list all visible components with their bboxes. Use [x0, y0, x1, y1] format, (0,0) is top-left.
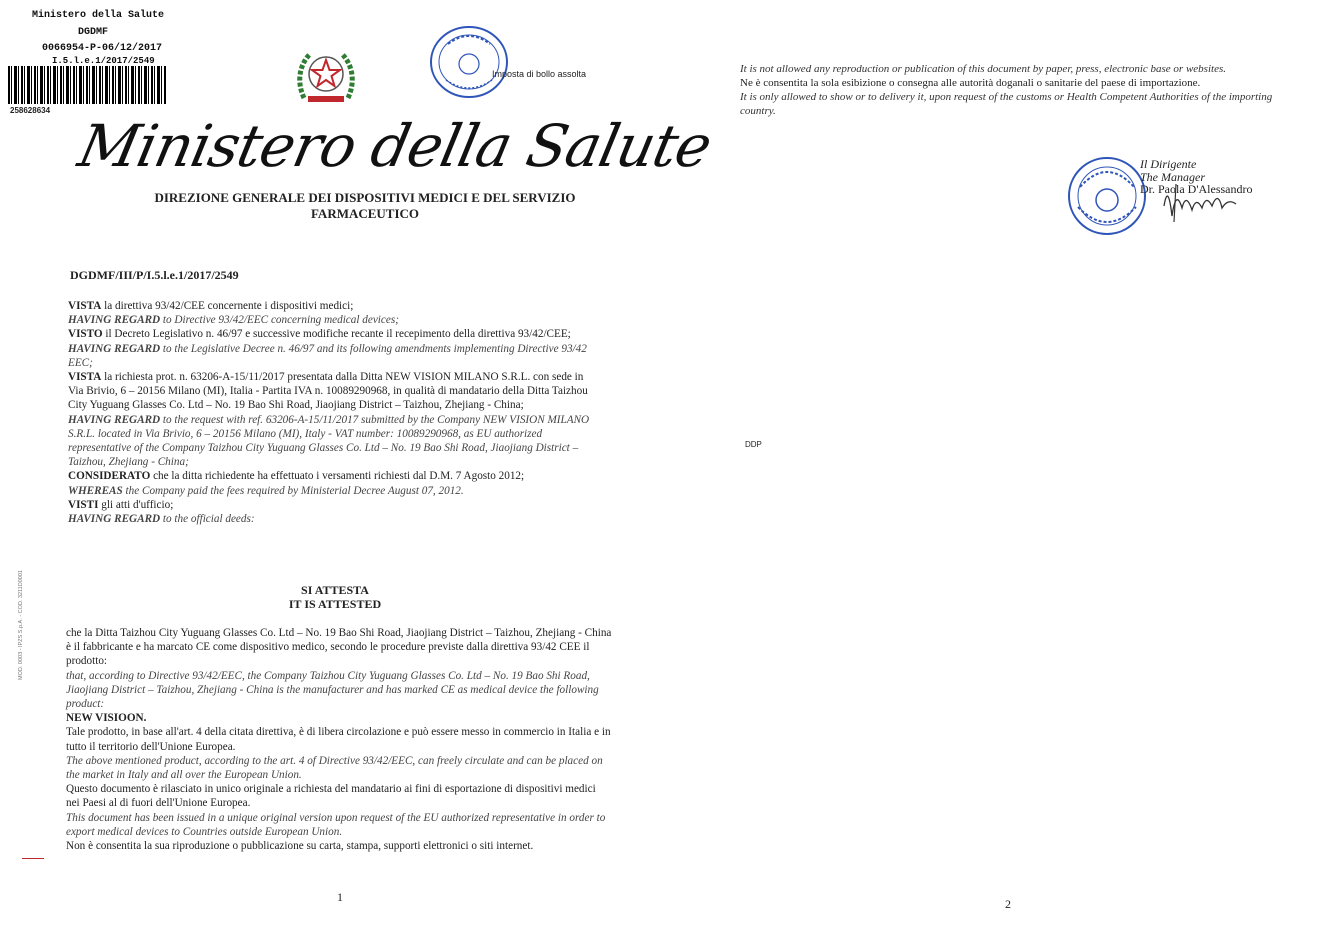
- preamble: [68, 299, 600, 526]
- preamble-item: HAVING REGARD to the Legislative Decree n. 46/97 and its following amendments implementing Directive 93/42 EEC;: [68, 342, 587, 369]
- body-paragraph: Non è consentita la sua riproduzione o pubblicazione su carta, stampa, supporti elettronici o siti internet.: [66, 840, 534, 853]
- page-number-1: 1: [337, 890, 343, 904]
- signatory-title-en: The Manager: [1140, 169, 1205, 184]
- body-paragraph: that, according to Directive 93/42/EEC, the Company Taizhou City Yuguang Glasses Co. Ltd – No. 19 Bao Shi Road, Jiaojiang District – Taizhou, Zhejiang - China is the manufacturer and has marked CE as medical device the following product:: [66, 669, 599, 711]
- notice-line: It is not allowed any reproduction or publication of this document by paper, press, electronic base or websites.: [740, 63, 1226, 75]
- preamble-item: VISTA la direttiva 93/42/CEE concernente i dispositivi medici;: [68, 300, 354, 312]
- attest-it: SI ATTESTA: [301, 583, 369, 597]
- preamble-item: HAVING REGARD to Directive 93/42/EEC concerning medical devices;: [68, 314, 399, 327]
- preamble-item: VISTI gli atti d'ufficio;: [68, 498, 174, 511]
- ministry-script-title: Ministero della Salute: [72, 112, 717, 180]
- product-name: NEW VISIOON.: [66, 712, 147, 725]
- body-paragraph: This document has been issued in a unique original version upon request of the EU authorized representative in order to export medical devices to Countries outside European Union.: [66, 811, 606, 838]
- attestation-body: [66, 626, 612, 853]
- ministry-header-line: Ministero della Salute: [32, 10, 165, 21]
- preamble-item: VISTA la richiesta prot. n. 63206-A-15/11/2017 presentata dalla Ditta NEW VISION MILANO S.R.L. con sede in Via Brivio, 6 – 20156 Milano (MI), Italia - Partita IVA n. 10089290968, in qualità di mandatario della Ditta Taizhou City Yuguang Glasses Co. Ltd – No. 19 Bao Shi Road, Jiaojiang District – Taizhou, Zhejiang - China;: [68, 371, 588, 412]
- direction-title: DIREZIONE GENERALE DEI DISPOSITIVI MEDICI E DEL SERVIZIO FARMACEUTICO: [154, 190, 576, 221]
- italy-emblem-icon: [296, 46, 356, 108]
- preamble-item: HAVING REGARD to the official deeds:: [68, 513, 255, 526]
- body-paragraph: Tale prodotto, in base all'art. 4 della citata direttiva, è di libera circolazione e può essere messo in commercio in Italia e in tutto il territorio dell'Unione Europea.: [66, 726, 611, 753]
- page-number-2: 2: [1005, 897, 1011, 911]
- barcode-number: 258628634: [10, 106, 51, 115]
- ministry-stamp-icon: [428, 24, 510, 100]
- barcode: [8, 66, 166, 104]
- reference-code: DGDMF/III/P/I.5.l.e.1/2017/2549: [70, 268, 239, 282]
- attest-en: IT IS ATTESTED: [288, 597, 382, 611]
- bollo-label: Imposta di bollo assolta: [492, 69, 587, 79]
- body-paragraph: The above mentioned product, according to the art. 4 of Directive 93/42/EEC, can freely circulate and can be placed on the market in Italy and all over the European Union.: [66, 754, 603, 782]
- preamble-item: HAVING REGARD to the request with ref. 63206-A-15/11/2017 submitted by the Company NEW VISION MILANO S.R.L. located in Via Brivio, 6 – 20156 Milano (MI), Italy - VAT number: 10089290968, as EU authorized representative of the Company Taizhou City Yuguang Glasses Co. Ltd – No. 19 Bao Shi Road, Jiaojiang District – Taizhou, Zhejiang - China;: [68, 413, 590, 469]
- signature-stamp-icon: [1066, 155, 1148, 237]
- ddp-label: DDP: [745, 440, 762, 449]
- handwritten-signature-icon: [1160, 178, 1246, 226]
- side-print: MOD. 0003 - IPZS S.p.A. - COD. 3211D0001: [18, 570, 24, 680]
- signatory-title-it: Il Dirigente: [1140, 157, 1197, 171]
- preamble-item: CONSIDERATO che la ditta richiedente ha effettuato i versamenti richiesti dal D.M. 7 Agosto 2012;: [68, 470, 525, 483]
- notice-line: Ne è consentita la sola esibizione o consegna alle autorità doganali o sanitarie del paese di importazione.: [740, 77, 1201, 89]
- margin-mark: [22, 858, 44, 859]
- dept-code: DGDMF: [78, 27, 109, 38]
- body-paragraph: che la Ditta Taizhou City Yuguang Glasses Co. Ltd – No. 19 Bao Shi Road, Jiaojiang District – Taizhou, Zhejiang - China è il fabbricante e ha marcato CE come dispositivo medico, secondo le procedure previste dalla direttiva 93/42 CEE il prodotto:: [66, 627, 612, 668]
- body-paragraph: Questo documento è rilasciato in unico originale a richiesta del mandatario ai fini di esportazione di dispositivi medici nei Paesi al di fuori dell'Unione Europea.: [66, 783, 596, 810]
- notice-line: It is only allowed to show or to delivery it, upon request of the customs or Health Competent Authorities of the importing country.: [740, 91, 1273, 117]
- page2-notice: [740, 62, 1280, 118]
- preamble-item: VISTO il Decreto Legislativo n. 46/97 e successive modifiche recante il recepimento della direttiva 93/42/CEE;: [68, 328, 571, 341]
- classification-code: I.5.l.e.1/2017/2549: [52, 56, 155, 66]
- protocol-number: 0066954-P-06/12/2017: [42, 43, 163, 54]
- signatory-name: Dr. Paola D'Alessandro: [1140, 182, 1253, 196]
- preamble-item: WHEREAS the Company paid the fees required by Ministerial Decree August 07, 2012.: [68, 484, 464, 497]
